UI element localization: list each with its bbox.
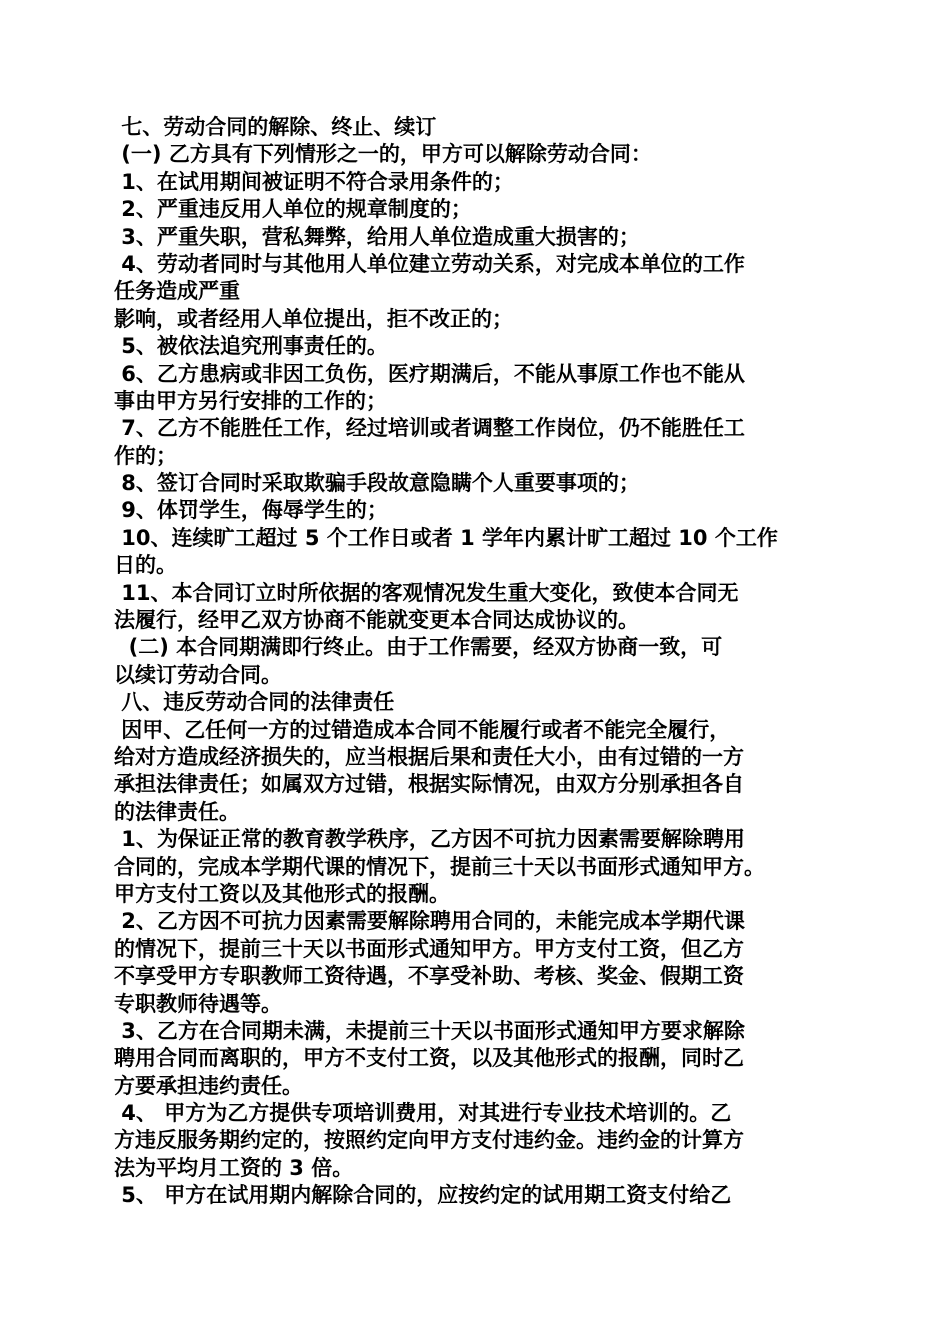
contract-text: [114, 114, 849, 1210]
text-line: 方违反服务期约定的，按照约定向甲方支付违约金。违约金的计算方: [114, 1128, 744, 1153]
text-line: 2、乙方因不可抗力因素需要解除聘用合同的，未能完成本学期代课: [114, 909, 745, 934]
text-line: 法履行，经甲乙双方协商不能就变更本合同达成协议的。: [114, 608, 639, 633]
text-line: 8、签订合同时采取欺骗手段故意隐瞒个人重要事项的；: [114, 471, 640, 496]
text-line: 5、 甲方在试用期内解除合同的，应按约定的试用期工资支付给乙: [114, 1183, 732, 1208]
text-line: 甲方支付工资以及其他形式的报酬。: [114, 881, 450, 906]
text-line: 4、 甲方为乙方提供专项培训费用，对其进行专业技术培训的。乙: [114, 1101, 732, 1126]
text-line: 聘用合同而离职的，甲方不支付工资，以及其他形式的报酬，同时乙: [114, 1046, 744, 1071]
text-line: 作的；: [114, 443, 177, 468]
text-line: 以续订劳动合同。: [114, 662, 282, 687]
text-line: 7、乙方不能胜任工作，经过培训或者调整工作岗位，仍不能胜任工: [114, 416, 745, 441]
text-line: 承担法律责任；如属双方过错，根据实际情况，由双方分别承担各自: [114, 772, 744, 797]
section-heading-liability: 八、违反劳动合同的法律责任: [114, 690, 395, 715]
text-line: 合同的，完成本学期代课的情况下，提前三十天以书面形式通知甲方。: [114, 854, 765, 879]
text-line: 10、连续旷工超过 5 个工作日或者 1 学年内累计旷工超过 10 个工作: [114, 525, 778, 550]
text-line: 9、体罚学生，侮辱学生的；: [114, 498, 388, 523]
text-line: 3、乙方在合同期未满，未提前三十天以书面形式通知甲方要求解除: [114, 1018, 745, 1043]
text-line: 2、严重违反用人单位的规章制度的；: [114, 197, 472, 222]
text-line: 不享受甲方专职教师工资待遇，不享受补助、考核、奖金、假期工资: [114, 964, 744, 989]
section-heading-termination: 七、劳动合同的解除、终止、续订: [114, 115, 437, 139]
text-line: 日的。: [114, 553, 177, 578]
text-line: 5、被依法追究刑事责任的。: [114, 334, 388, 359]
subsection-heading-employer-termination: (一) 乙方具有下列情形之一的，甲方可以解除劳动合同：: [114, 142, 652, 167]
text-line: 法为平均月工资的 3 倍。: [114, 1155, 354, 1180]
text-line: 的情况下，提前三十天以书面形式通知甲方。甲方支付工资，但乙方: [114, 936, 744, 961]
text-line: 的法律责任。: [114, 799, 240, 824]
subsection-heading-contract-expiry: (二) 本合同期满即行终止。由于工作需要，经双方协商一致，可: [114, 635, 723, 660]
text-line: 方要承担违约责任。: [114, 1073, 303, 1098]
text-line: 因甲、乙任何一方的过错造成本合同不能履行或者不能完全履行，: [114, 717, 731, 742]
text-line: 专职教师待遇等。: [114, 991, 282, 1016]
text-line: 影响，或者经用人单位提出，拒不改正的；: [114, 306, 513, 331]
text-line: 1、为保证正常的教育教学秩序，乙方因不可抗力因素需要解除聘用: [114, 827, 745, 852]
text-line: 4、劳动者同时与其他用人单位建立劳动关系，对完成本单位的工作: [114, 251, 745, 276]
text-line: 3、严重失职，营私舞弊，给用人单位造成重大损害的；: [114, 224, 640, 249]
text-line: 任务造成严重: [114, 279, 240, 304]
text-line: 事由甲方另行安排的工作的；: [114, 388, 387, 413]
text-line: 11、本合同订立时所依据的客观情况发生重大变化，致使本合同无: [114, 580, 739, 605]
text-line: 给对方造成经济损失的，应当根据后果和责任大小，由有过错的一方: [114, 744, 744, 769]
text-line: 6、乙方患病或非因工负伤，医疗期满后，不能从事原工作也不能从: [114, 361, 745, 386]
text-line: 1、在试用期间被证明不符合录用条件的；: [114, 169, 514, 194]
